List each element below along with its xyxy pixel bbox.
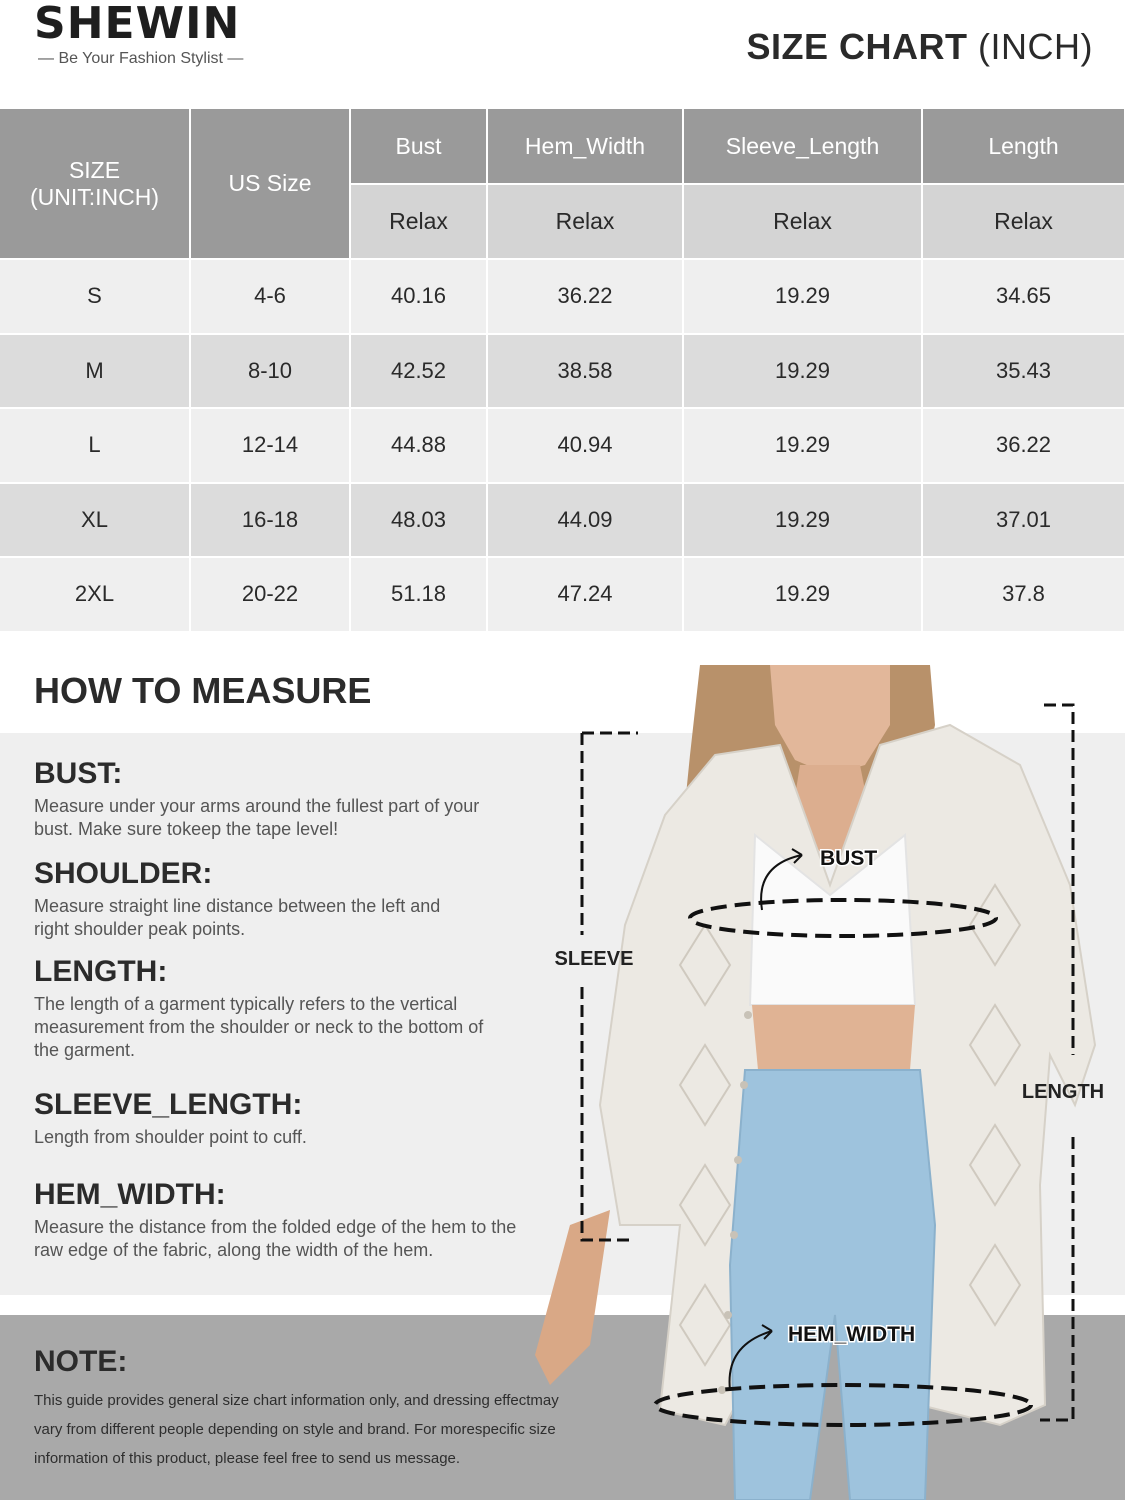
brand-logo xyxy=(34,2,243,68)
measure-heading: SLEEVE_LENGTH: xyxy=(34,1088,303,1121)
size-cell: XL xyxy=(0,483,190,558)
bust-header: Bust xyxy=(350,109,487,184)
hem-cell: 36.22 xyxy=(487,259,683,334)
page-title-main: SIZE CHART xyxy=(746,26,968,67)
sleeve-cell: 19.29 xyxy=(683,557,922,632)
measure-heading: BUST: xyxy=(34,757,123,790)
measure-item-hem-width xyxy=(34,1178,534,1262)
length-cell: 36.22 xyxy=(922,408,1125,483)
length-cell: 37.8 xyxy=(922,557,1125,632)
hem-cell: 44.09 xyxy=(487,483,683,558)
fit-label: Relax xyxy=(683,184,922,259)
length-cell: 34.65 xyxy=(922,259,1125,334)
table-row xyxy=(0,408,1125,483)
measure-description: The length of a garment typically refers to the vertical measurement from the shoulder or neck to the bottom of the garment. xyxy=(34,994,484,1060)
bust-cell: 40.16 xyxy=(350,259,487,334)
length-cell: 35.43 xyxy=(922,334,1125,409)
sleeve-length-header: Sleeve_Length xyxy=(683,109,922,184)
bust-cell: 51.18 xyxy=(350,557,487,632)
size-cell: L xyxy=(0,408,190,483)
measure-heading: SHOULDER: xyxy=(34,857,213,890)
length-label: LENGTH xyxy=(1021,1081,1105,1103)
bust-cell: 44.88 xyxy=(350,408,487,483)
note-heading: NOTE: xyxy=(34,1345,128,1378)
hem-cell: 47.24 xyxy=(487,557,683,632)
hand-shape xyxy=(535,1210,610,1385)
sleeve-cell: 19.29 xyxy=(683,259,922,334)
fit-label: Relax xyxy=(350,184,487,259)
length-header: Length xyxy=(922,109,1125,184)
model-measurement-illustration xyxy=(530,665,1125,1500)
hem-width-header: Hem_Width xyxy=(487,109,683,184)
measure-heading: LENGTH: xyxy=(34,955,168,988)
length-cell: 37.01 xyxy=(922,483,1125,558)
measure-heading: HEM_WIDTH: xyxy=(34,1178,226,1211)
hem-cell: 40.94 xyxy=(487,408,683,483)
us-size-cell: 12-14 xyxy=(190,408,350,483)
table-row xyxy=(0,334,1125,409)
us-size-cell: 8-10 xyxy=(190,334,350,409)
size-cell: M xyxy=(0,334,190,409)
size-cell: 2XL xyxy=(0,557,190,632)
sleeve-cell: 19.29 xyxy=(683,334,922,409)
measure-item-sleeve-length xyxy=(34,1088,534,1149)
size-chart-table xyxy=(0,109,1125,633)
sleeve-label: SLEEVE xyxy=(554,948,634,970)
us-size-cell: 20-22 xyxy=(190,557,350,632)
sleeve-cell: 19.29 xyxy=(683,483,922,558)
measure-description: Measure straight line distance between the left and right shoulder peak points. xyxy=(34,896,441,939)
bust-label: BUST xyxy=(820,847,878,870)
size-header: SIZE (UNIT:INCH) xyxy=(0,109,190,259)
us-size-header: US Size xyxy=(190,109,350,259)
hem-width-label: HEM_WIDTH xyxy=(788,1323,916,1346)
fit-label: Relax xyxy=(922,184,1125,259)
sleeve-cell: 19.29 xyxy=(683,408,922,483)
note-text: This guide provides general size chart information only, and dressing effectmay vary from different people depending on style and brand. For morespecific size information of this product, please feel free to send us message. xyxy=(34,1392,559,1467)
measure-item-length xyxy=(34,955,534,1062)
page-title xyxy=(747,26,1094,68)
jeans-shape xyxy=(730,1070,935,1500)
brand-name: SHEWIN xyxy=(34,0,241,49)
measure-item-bust xyxy=(34,757,534,841)
bust-cell: 48.03 xyxy=(350,483,487,558)
fit-label: Relax xyxy=(487,184,683,259)
us-size-cell: 16-18 xyxy=(190,483,350,558)
bust-cell: 42.52 xyxy=(350,334,487,409)
measure-description: Length from shoulder point to cuff. xyxy=(34,1127,307,1147)
table-row xyxy=(0,259,1125,334)
brand-tagline: — Be Your Fashion Stylist — xyxy=(38,50,244,67)
measure-item-shoulder xyxy=(34,857,534,941)
table-row xyxy=(0,483,1125,558)
us-size-cell: 4-6 xyxy=(190,259,350,334)
table-row xyxy=(0,557,1125,632)
size-cell: S xyxy=(0,259,190,334)
how-to-measure-title: HOW TO MEASURE xyxy=(34,670,372,711)
hem-cell: 38.58 xyxy=(487,334,683,409)
page-title-unit: (INCH) xyxy=(978,26,1093,67)
midriff-shape xyxy=(752,1005,915,1070)
measure-description: Measure under your arms around the fullest part of your bust. Make sure tokeep the tape level! xyxy=(34,796,480,839)
measure-description: Measure the distance from the folded edge of the hem to the raw edge of the fabric, along the width of the hem. xyxy=(34,1217,517,1260)
